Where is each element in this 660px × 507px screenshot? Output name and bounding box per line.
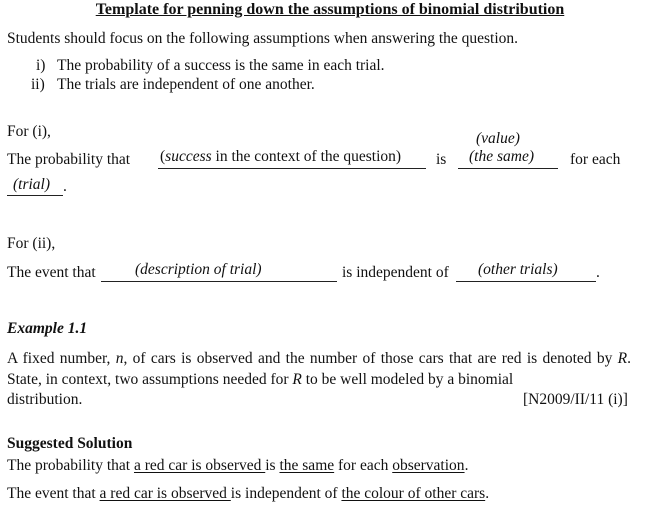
part2-end-dot: . — [596, 264, 600, 281]
assumption-1-text: The probability of a success is the same in each trial. — [57, 57, 385, 74]
part2-desc-blank-line — [101, 281, 337, 282]
example-heading: Example 1.1 — [7, 320, 88, 337]
intro-text: Students should focus on the following assumptions when answering the question. — [7, 30, 519, 47]
solution-heading: Suggested Solution — [7, 435, 133, 452]
part1-end-dot: . — [63, 178, 67, 195]
example-reference: [N2009/II/11 (i)] — [523, 391, 628, 408]
part1-lead: The probability that — [7, 151, 131, 168]
example-question: A fixed number, n, of cars is observed and the number of those cars that are red is denoted by R. State, in context, two assumptions needed for R to be well modeled by a binomial — [7, 350, 631, 388]
part1-trial-blank-line — [7, 195, 63, 196]
part2-other-hint: (other trials) — [478, 261, 558, 278]
part2-desc-hint: (description of trial) — [135, 261, 262, 278]
part2-lead: The event that — [7, 264, 96, 281]
solution-line-2: The event that a red car is observed is independent of the colour of other cars. — [7, 485, 490, 502]
part1-trial-hint: (trial) — [13, 176, 51, 193]
part1-heading: For (i), — [7, 123, 51, 140]
part1-same-blank-line — [458, 168, 558, 169]
part2-other-blank-line — [456, 281, 596, 282]
part2-indep: is independent of — [342, 264, 449, 281]
part2-heading: For (ii), — [7, 235, 56, 252]
part1-success-hint: (success in the context of the question) — [160, 148, 402, 165]
assumption-2-num: ii) — [31, 76, 45, 93]
part1-for-each: for each — [570, 151, 621, 168]
solution-line-1: The probability that a red car is observed is the same for each observation. — [7, 457, 469, 474]
page-title: Template for penning down the assumptions of binomial distribution — [95, 1, 565, 18]
part1-same-hint: (the same) — [469, 148, 534, 165]
assumption-2-text: The trials are independent of one another. — [57, 76, 315, 93]
part1-is: is — [436, 151, 447, 168]
assumption-1-num: i) — [36, 57, 46, 74]
part1-success-blank-line — [158, 168, 426, 169]
part1-value-hint: (value) — [476, 130, 520, 147]
example-line3: distribution. — [7, 391, 83, 408]
example-body — [7, 348, 631, 390]
